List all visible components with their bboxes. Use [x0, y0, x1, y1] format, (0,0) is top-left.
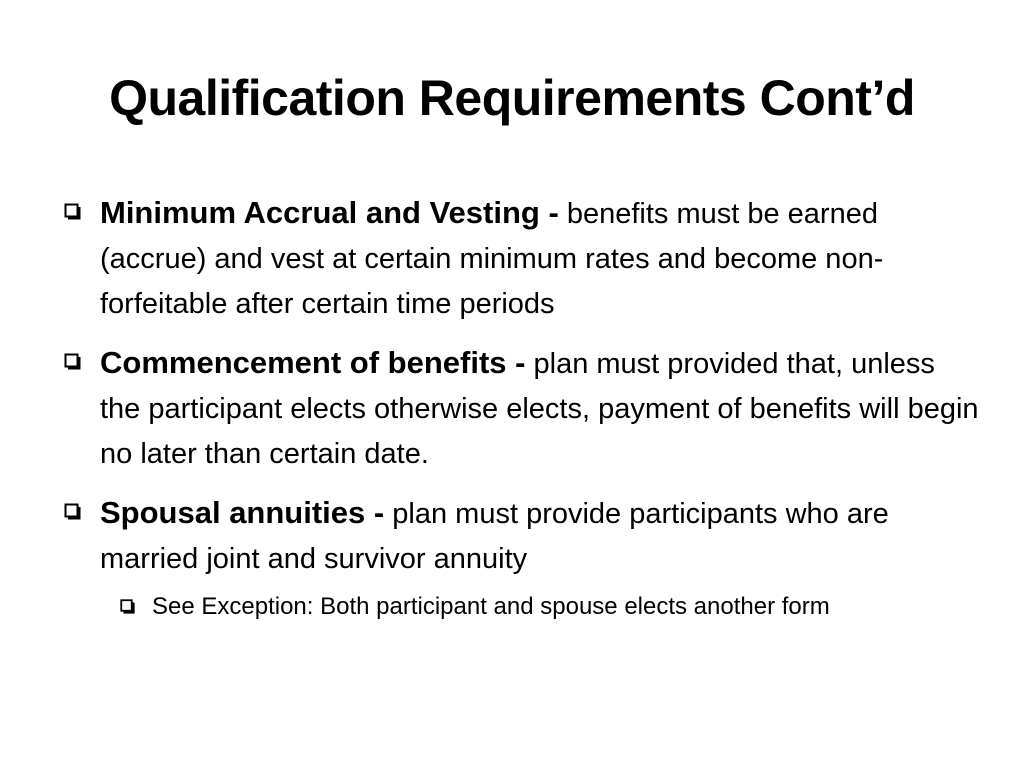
checkbox-bullet-icon	[64, 503, 81, 520]
sub-bullet-exception	[152, 589, 992, 625]
bullet-text: plan must provided that, unless the participant elects otherwise elects, payment of benefits will begin no later than certain date.	[100, 348, 979, 470]
bullet-heading: Minimum Accrual and Vesting -	[100, 195, 559, 230]
slide-title: Qualification Requirements Cont’d	[109, 70, 915, 126]
sub-bullet-text: See Exception: Both participant and spouse elects another form	[152, 593, 830, 620]
bullet-text: benefits must be earned (accrue) and vest at certain minimum rates and become non-forfeitable after certain time periods	[100, 198, 884, 320]
bullet-commencement	[100, 340, 980, 477]
bullet-text: plan must provide participants who are married joint and survivor annuity	[100, 498, 889, 575]
checkbox-bullet-icon	[64, 353, 81, 370]
checkbox-bullet-icon	[64, 203, 81, 220]
checkbox-bullet-icon	[120, 599, 135, 614]
bullet-minimum-accrual	[100, 190, 980, 327]
bullet-heading: Spousal annuities -	[100, 495, 385, 530]
bullet-heading: Commencement of benefits -	[100, 345, 526, 380]
bullet-spousal-annuities	[100, 490, 980, 582]
